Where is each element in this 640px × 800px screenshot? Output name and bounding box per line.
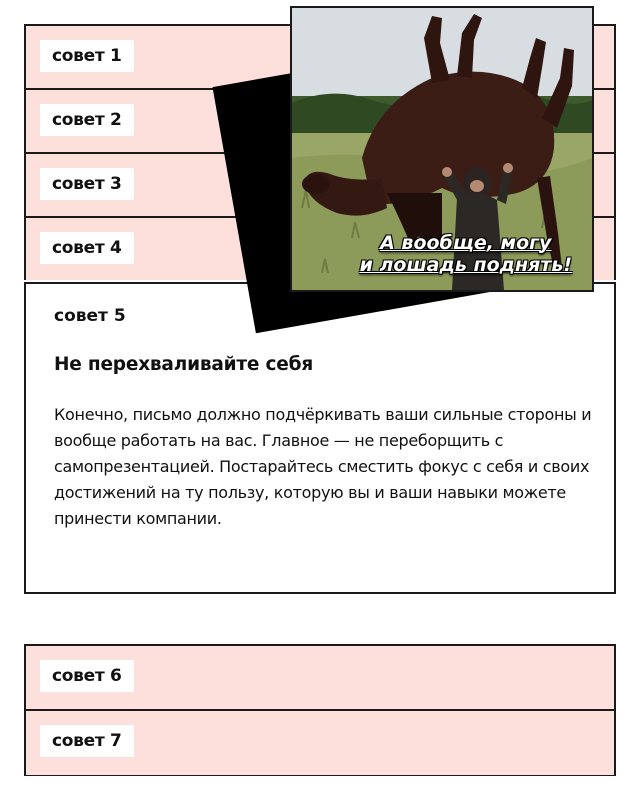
meme-image [290, 6, 594, 292]
tip-tab-label: совет 7 [40, 725, 134, 757]
tip-tab-label: совет 1 [40, 40, 134, 72]
tip-5-label: совет 5 [54, 306, 126, 326]
tip-tab-7[interactable] [26, 711, 614, 775]
meme-caption-line-1: А вообще, могу [380, 232, 552, 254]
meme-caption [360, 232, 572, 276]
tip-5-body: Конечно, письмо должно подчёркивать ваши сильные стороны и вообще работать на вас. Главное — не переборщить с самопрезентацией. Постарайтесь сместить фокус с себя и своих достижений на ту пользу, которую вы и ваши навыки можете принести компании. [54, 405, 592, 528]
tip-tab-label: совет 4 [40, 232, 134, 264]
tip-tab-label: совет 6 [40, 660, 134, 692]
tip-card-5-expanded[interactable] [24, 282, 616, 594]
tip-5-heading: Не перехваливайте себя [54, 354, 313, 375]
meme-caption-line-2: и лошадь поднять! [359, 254, 572, 276]
tip-tab-6[interactable] [26, 646, 614, 711]
tips-accordion-bottom [24, 644, 616, 776]
tip-tab-label: совет 2 [40, 104, 134, 136]
tip-tab-label: совет 3 [40, 168, 134, 200]
